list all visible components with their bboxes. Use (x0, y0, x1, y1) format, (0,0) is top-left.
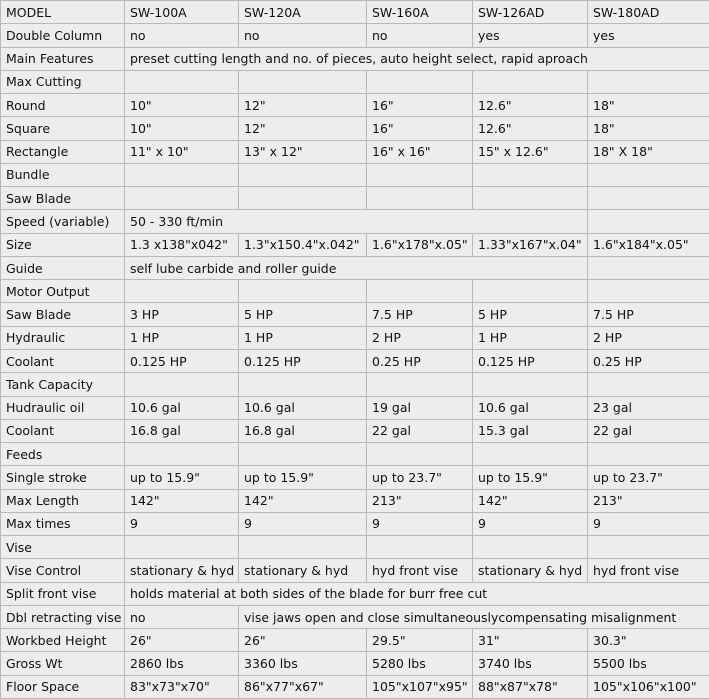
row-label: Single stroke (1, 466, 124, 488)
model-header: SW-120A (239, 1, 366, 23)
table-cell: up to 15.9" (239, 466, 366, 488)
table-cell: 86"x77"x67" (239, 676, 366, 698)
empty-cell (367, 280, 472, 302)
empty-cell (473, 71, 587, 93)
table-cell: 31" (473, 629, 587, 651)
row-label: Coolant (1, 350, 124, 372)
empty-cell (239, 536, 366, 558)
empty-cell (367, 164, 472, 186)
table-cell: hyd front vise (367, 559, 472, 581)
table-cell: 9 (473, 513, 587, 535)
table-cell: up to 23.7" (367, 466, 472, 488)
table-cell: 0.125 HP (125, 350, 238, 372)
table-cell: 10.6 gal (239, 397, 366, 419)
row-label: Bundle (1, 164, 124, 186)
empty-cell (473, 164, 587, 186)
row-label: Size (1, 234, 124, 256)
empty-cell (239, 373, 366, 395)
table-cell: 19 gal (367, 397, 472, 419)
table-row (1, 94, 709, 116)
table-cell: 105"x106"x100" (588, 676, 709, 698)
empty-cell (125, 71, 238, 93)
table-cell: 16.8 gal (125, 420, 238, 442)
table-row (1, 303, 709, 325)
empty-cell (125, 536, 238, 558)
empty-cell (588, 210, 709, 232)
empty-cell (473, 443, 587, 465)
table-cell: 1.3 x138"x042" (125, 234, 238, 256)
table-cell: 2860 lbs (125, 652, 238, 674)
table-cell: 12.6" (473, 117, 587, 139)
empty-cell (125, 443, 238, 465)
table-cell: 10.6 gal (473, 397, 587, 419)
table-row (1, 350, 709, 372)
table-cell: stationary & hyd (125, 559, 238, 581)
table-row (1, 234, 709, 256)
table-cell: 5500 lbs (588, 652, 709, 674)
section-row (1, 536, 709, 558)
table-cell: 18" X 18" (588, 141, 709, 163)
table-cell: 9 (239, 513, 366, 535)
model-header: SW-100A (125, 1, 238, 23)
empty-cell (588, 71, 709, 93)
section-label: Tank Capacity (1, 373, 124, 395)
table-cell-span: self lube carbide and roller guide (125, 257, 587, 279)
table-cell: 7.5 HP (367, 303, 472, 325)
section-label: Max Cutting (1, 71, 124, 93)
row-label: Dbl retracting vise (1, 606, 124, 628)
empty-cell (588, 280, 709, 302)
section-label: Saw Blade (1, 187, 124, 209)
table-row (1, 420, 709, 442)
table-cell: 10" (125, 117, 238, 139)
table-cell: 12.6" (473, 94, 587, 116)
table-row (1, 606, 709, 628)
table-cell: 105"x107"x95" (367, 676, 472, 698)
table-cell: no (239, 24, 366, 46)
section-row (1, 373, 709, 395)
table-row (1, 629, 709, 651)
table-cell: 2 HP (367, 327, 472, 349)
empty-cell (239, 443, 366, 465)
table-cell: 9 (588, 513, 709, 535)
table-row (1, 397, 709, 419)
table-cell: no (125, 606, 238, 628)
section-label: Motor Output (1, 280, 124, 302)
table-row (1, 652, 709, 674)
table-cell: 0.125 HP (239, 350, 366, 372)
row-label: Floor Space (1, 676, 124, 698)
section-row (1, 71, 709, 93)
table-cell: 2 HP (588, 327, 709, 349)
table-cell: 16" (367, 94, 472, 116)
row-label: Split front vise (1, 583, 124, 605)
table-cell: stationary & hyd (473, 559, 587, 581)
empty-cell (588, 257, 709, 279)
table-cell: 213" (588, 490, 709, 512)
table-cell: 5 HP (239, 303, 366, 325)
empty-cell (367, 71, 472, 93)
section-label: Vise (1, 536, 124, 558)
table-cell: 26" (125, 629, 238, 651)
table-cell: 22 gal (588, 420, 709, 442)
table-cell: yes (588, 24, 709, 46)
table-cell: 9 (367, 513, 472, 535)
table-cell: 30.3" (588, 629, 709, 651)
table-row (1, 327, 709, 349)
table-cell: 1.6"x178"x.05" (367, 234, 472, 256)
empty-cell (125, 164, 238, 186)
empty-cell (367, 443, 472, 465)
table-cell: 11" x 10" (125, 141, 238, 163)
table-cell: 16.8 gal (239, 420, 366, 442)
table-cell: no (125, 24, 238, 46)
empty-cell (588, 187, 709, 209)
empty-cell (473, 187, 587, 209)
empty-cell (473, 280, 587, 302)
row-label: Max Length (1, 490, 124, 512)
table-row (1, 559, 709, 581)
empty-cell (588, 164, 709, 186)
row-label: MODEL (1, 1, 124, 23)
table-cell: 1 HP (125, 327, 238, 349)
table-cell: 1 HP (239, 327, 366, 349)
table-cell: up to 23.7" (588, 466, 709, 488)
table-cell: 12" (239, 94, 366, 116)
table-cell: 3360 lbs (239, 652, 366, 674)
table-cell-span: holds material at both sides of the blade for burr free cut (125, 583, 709, 605)
table-cell: 26" (239, 629, 366, 651)
row-label: Saw Blade (1, 303, 124, 325)
table-row (1, 141, 709, 163)
row-label: Double Column (1, 24, 124, 46)
table-cell: 213" (367, 490, 472, 512)
table-cell: hyd front vise (588, 559, 709, 581)
table-cell: 88"x87"x78" (473, 676, 587, 698)
table-cell: 142" (125, 490, 238, 512)
table-cell: 5 HP (473, 303, 587, 325)
table-row (1, 513, 709, 535)
row-label: Guide (1, 257, 124, 279)
table-row (1, 583, 709, 605)
empty-cell (367, 373, 472, 395)
table-cell: 18" (588, 117, 709, 139)
section-row (1, 280, 709, 302)
section-label: Feeds (1, 443, 124, 465)
table-cell: 15.3 gal (473, 420, 587, 442)
header-row (1, 1, 709, 23)
table-cell: no (367, 24, 472, 46)
table-cell: 1.6"x184"x.05" (588, 234, 709, 256)
table-cell: 5280 lbs (367, 652, 472, 674)
empty-cell (473, 536, 587, 558)
row-label: Square (1, 117, 124, 139)
table-cell: 1.33"x167"x.04" (473, 234, 587, 256)
table-cell: 83"x73"x70" (125, 676, 238, 698)
empty-cell (588, 373, 709, 395)
table-cell: yes (473, 24, 587, 46)
empty-cell (367, 536, 472, 558)
table-cell: 3 HP (125, 303, 238, 325)
empty-cell (239, 71, 366, 93)
row-label: Rectangle (1, 141, 124, 163)
table-cell: 142" (239, 490, 366, 512)
table-cell: 10" (125, 94, 238, 116)
table-row (1, 24, 709, 46)
table-cell: 1 HP (473, 327, 587, 349)
table-cell: 12" (239, 117, 366, 139)
table-cell: 29.5" (367, 629, 472, 651)
row-label: Hydraulic (1, 327, 124, 349)
table-cell: 16" (367, 117, 472, 139)
empty-cell (588, 536, 709, 558)
table-cell-span: vise jaws open and close simultaneouslycompensating misalignment (239, 606, 709, 628)
table-row (1, 48, 709, 70)
table-cell: 10.6 gal (125, 397, 238, 419)
row-label: Hudraulic oil (1, 397, 124, 419)
row-label: Speed (variable) (1, 210, 124, 232)
table-cell: 16" x 16" (367, 141, 472, 163)
row-label: Workbed Height (1, 629, 124, 651)
row-label: Coolant (1, 420, 124, 442)
table-cell: up to 15.9" (125, 466, 238, 488)
empty-cell (239, 280, 366, 302)
table-cell: 22 gal (367, 420, 472, 442)
model-header: SW-160A (367, 1, 472, 23)
table-row (1, 164, 709, 186)
empty-cell (125, 280, 238, 302)
empty-cell (125, 187, 238, 209)
empty-cell (239, 187, 366, 209)
model-header: SW-180AD (588, 1, 709, 23)
empty-cell (473, 373, 587, 395)
section-row (1, 187, 709, 209)
table-cell: 15" x 12.6" (473, 141, 587, 163)
table-cell: 1.3"x150.4"x.042" (239, 234, 366, 256)
table-row (1, 490, 709, 512)
section-row (1, 443, 709, 465)
table-cell: 142" (473, 490, 587, 512)
table-cell: stationary & hyd (239, 559, 366, 581)
row-label: Max times (1, 513, 124, 535)
table-cell-span: 50 - 330 ft/min (125, 210, 587, 232)
table-row (1, 676, 709, 698)
table-cell: 23 gal (588, 397, 709, 419)
table-cell: 13" x 12" (239, 141, 366, 163)
empty-cell (588, 443, 709, 465)
table-row (1, 117, 709, 139)
table-cell: 0.125 HP (473, 350, 587, 372)
empty-cell (239, 164, 366, 186)
table-cell: up to 15.9" (473, 466, 587, 488)
table-cell: 0.25 HP (367, 350, 472, 372)
table-cell: 3740 lbs (473, 652, 587, 674)
table-row (1, 466, 709, 488)
table-cell: 18" (588, 94, 709, 116)
model-header: SW-126AD (473, 1, 587, 23)
table-cell-span: preset cutting length and no. of pieces, auto height select, rapid aproach (125, 48, 709, 70)
table-cell: 9 (125, 513, 238, 535)
table-row (1, 257, 709, 279)
table-row (1, 210, 709, 232)
table-cell: 0.25 HP (588, 350, 709, 372)
empty-cell (125, 373, 238, 395)
table-cell: 7.5 HP (588, 303, 709, 325)
row-label: Gross Wt (1, 652, 124, 674)
row-label: Round (1, 94, 124, 116)
row-label: Vise Control (1, 559, 124, 581)
row-label: Main Features (1, 48, 124, 70)
empty-cell (367, 187, 472, 209)
